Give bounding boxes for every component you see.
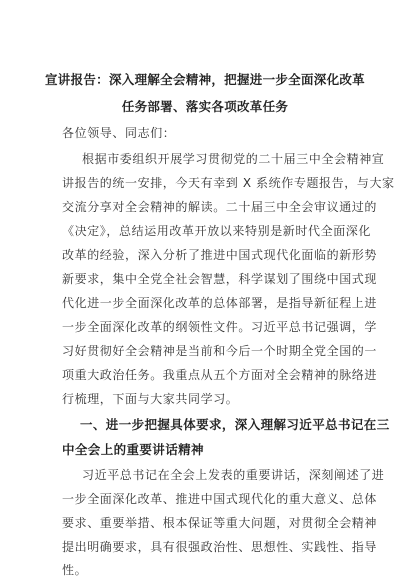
section-1-heading-line-2: 中全会上的重要讲话精神 xyxy=(62,442,204,457)
section-1-heading-line-1: 一、进一步把握具体要求，深入理解习近平总书记在三 xyxy=(80,417,390,432)
document-title-line-2: 任务部署、落实各项改革任务 xyxy=(121,99,289,114)
paragraph-1-line: 代化进一步全面深化改革的总体部署，是指导新征程上进 xyxy=(62,296,378,310)
document-title-line-1: 宣讲报告：深入理解全会精神，把握进一步全面深化改革 xyxy=(44,72,365,87)
paragraph-1-line: 项重大政治任务。我重点从五个方面对全会精神的脉络进 xyxy=(62,368,378,382)
paragraph-1-line: 新要求，集中全党全社会智慧，科学谋划了围绕中国式现 xyxy=(62,272,378,286)
paragraph-1-line: 习好贯彻好全会精神是当前和今后一个时期全党全国的一 xyxy=(62,344,378,358)
salutation: 各位领导、同志们： xyxy=(62,126,176,140)
paragraph-2-line: 要求、重要举措、根本保证等重大问题，对贯彻全会精神 xyxy=(62,516,378,530)
paragraph-1-line: 根据市委组织开展学习贯彻党的二十届三中全会精神宣 xyxy=(82,152,385,166)
paragraph-1-line: 交流分享对全会精神的解读。二十届三中全会审议通过的 xyxy=(62,200,378,214)
paragraph-2-line: 性。 xyxy=(62,563,88,577)
paragraph-1-line: 《决定》，总结运用改革开放以来特别是新时代全面深化 xyxy=(62,224,372,238)
paragraph-2-line: 习近平总书记在全会上发表的重要讲话，深刻阐述了进 xyxy=(82,468,385,482)
paragraph-2-line: 一步全面深化改革、推进中国式现代化的重大意义、总体 xyxy=(62,492,378,506)
paragraph-1-line: 一步全面深化改革的纲领性文件。习近平总书记强调，学 xyxy=(62,320,378,334)
paragraph-1-line: 改革的经验，深入分析了推进中国式现代化面临的新形势 xyxy=(62,248,378,262)
paragraph-2-line: 提出明确要求，具有很强政治性、思想性、实践性、指导 xyxy=(62,540,378,554)
paragraph-1-line: 行梳理，下面与大家共同学习。 xyxy=(62,392,239,406)
paragraph-1-line: 讲报告的统一安排，今天有幸到 X 系统作专题报告，与大家 xyxy=(62,176,395,190)
